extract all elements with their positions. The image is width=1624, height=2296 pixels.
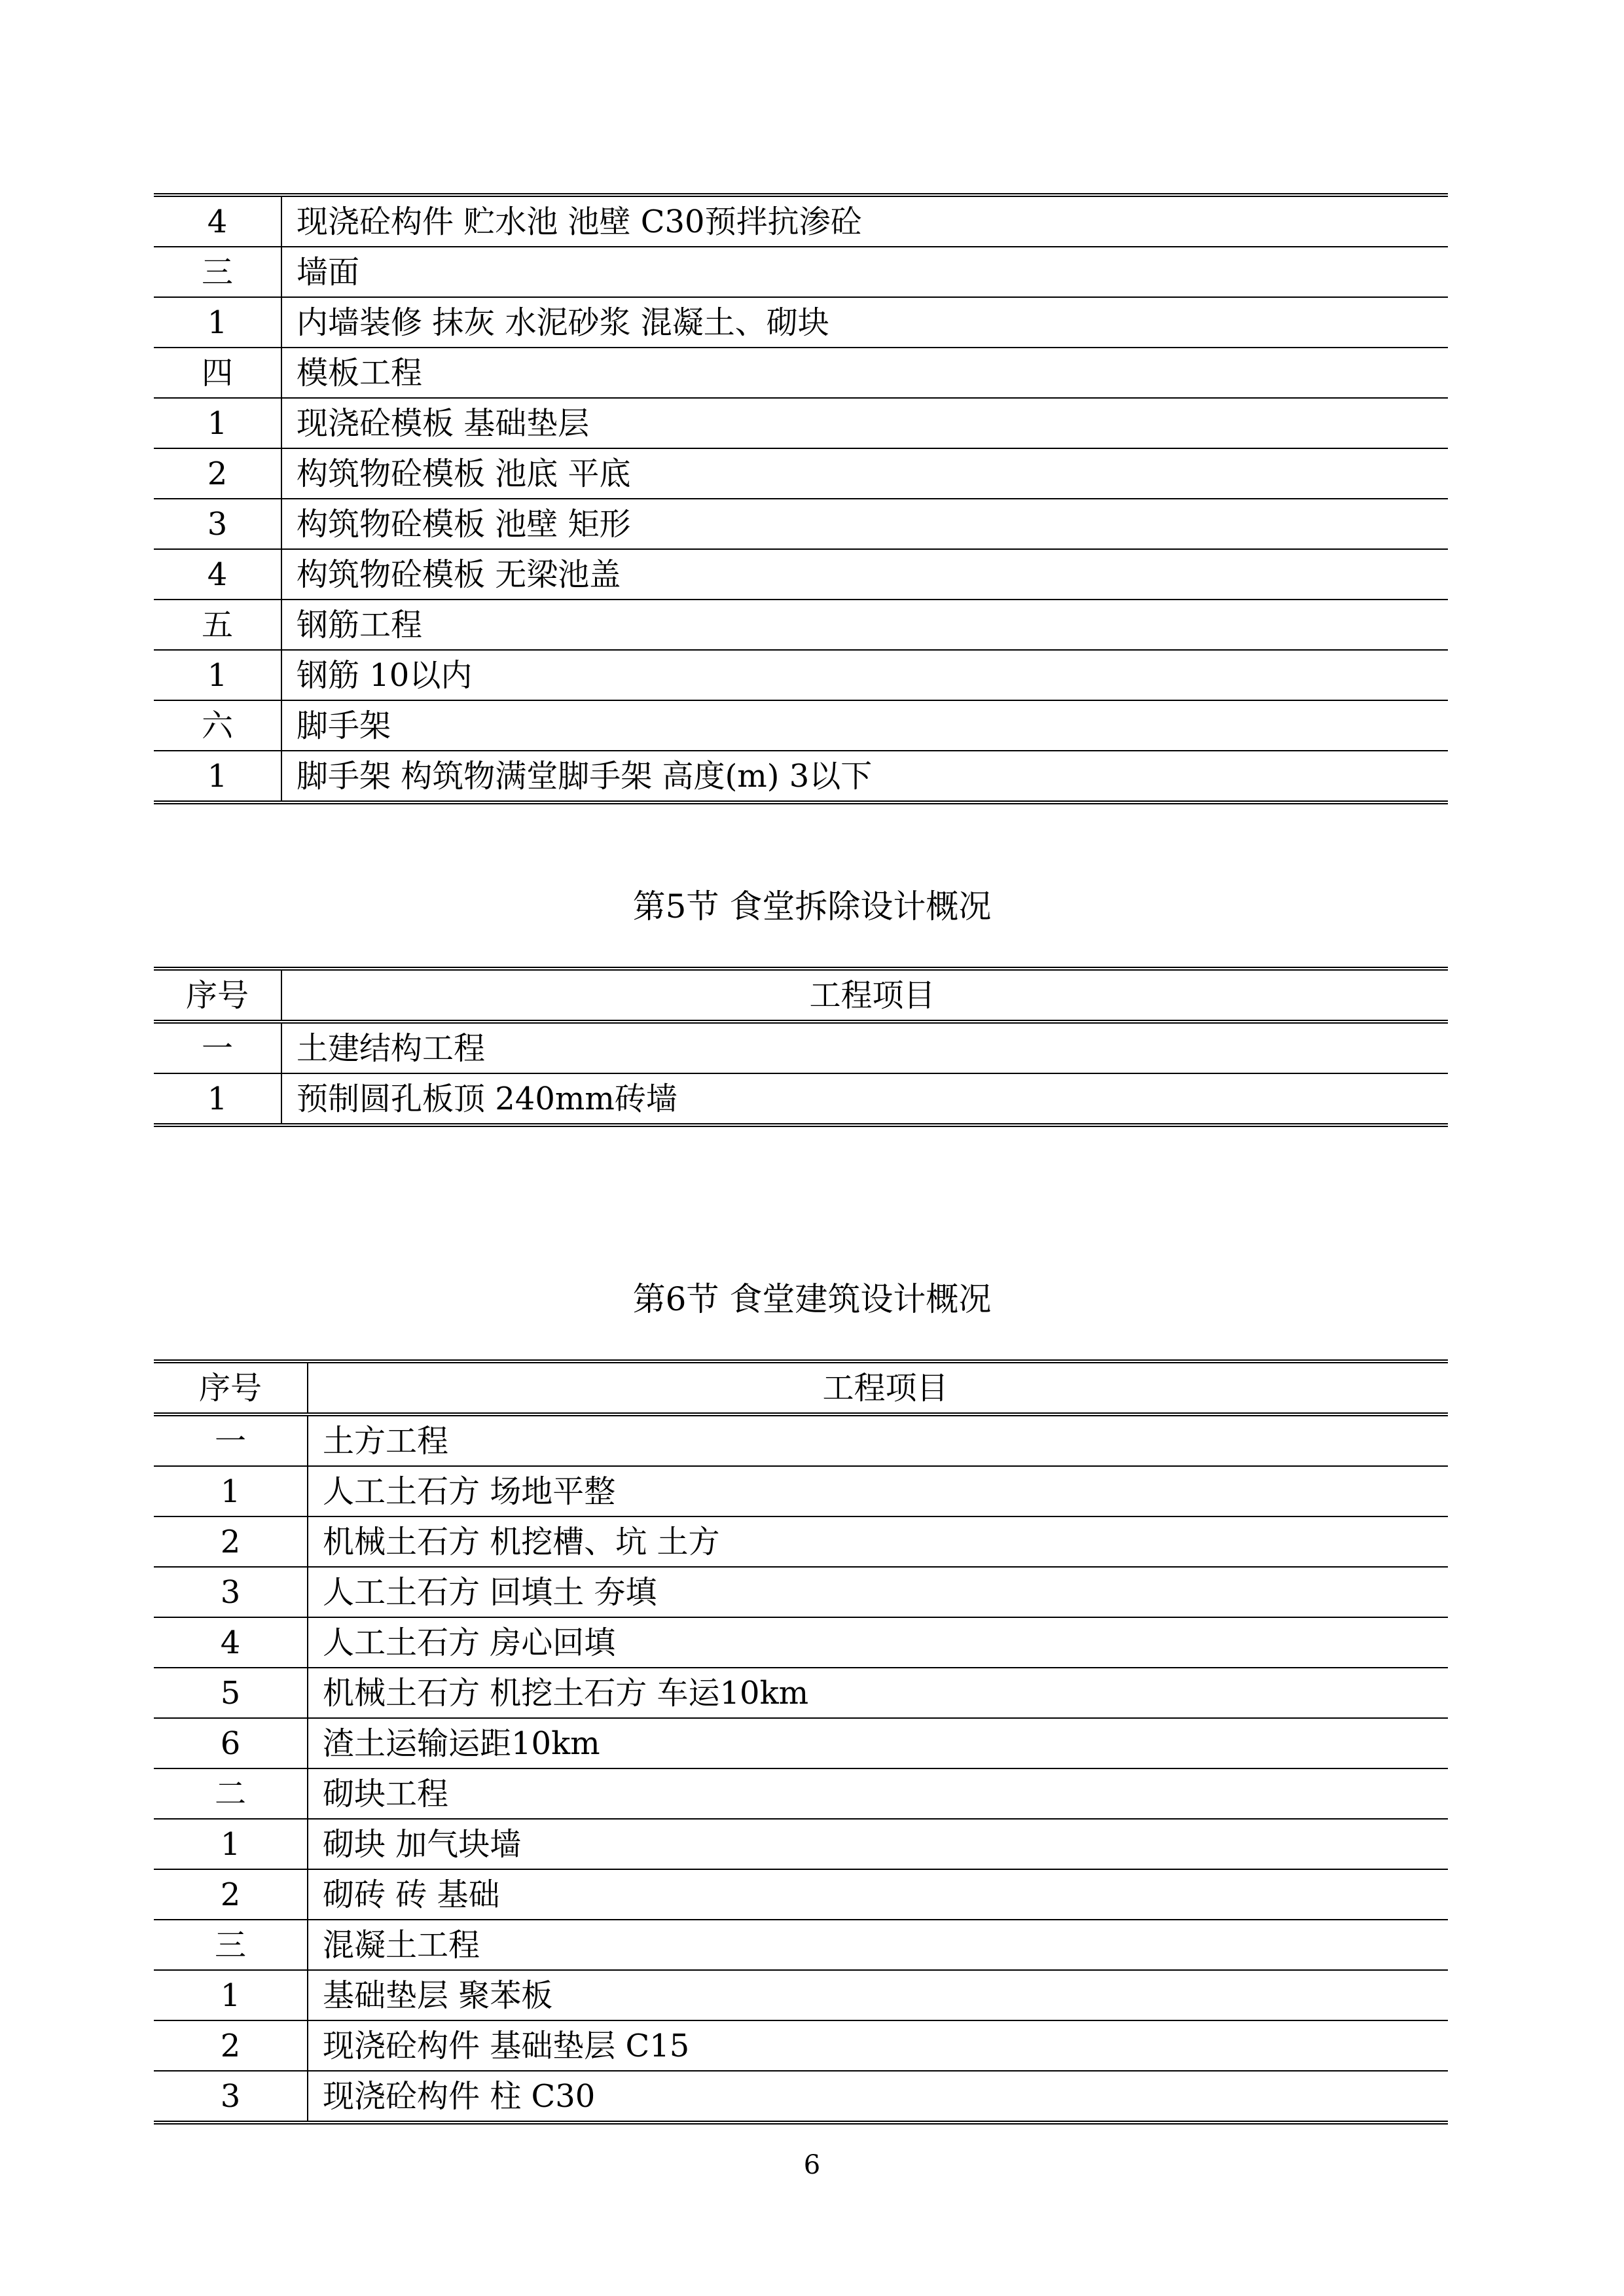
row-project-item: 脚手架 构筑物满堂脚手架 高度(m) 3以下 bbox=[281, 751, 1448, 802]
row-project-item: 人工土石方 场地平整 bbox=[308, 1466, 1448, 1516]
section-5-table-body bbox=[154, 1022, 1448, 1125]
row-project-item: 预制圆孔板顶 240mm砖墙 bbox=[281, 1073, 1448, 1125]
row-project-item: 内墙装修 抹灰 水泥砂浆 混凝土、砌块 bbox=[281, 297, 1448, 348]
header-serial-number: 序号 bbox=[154, 969, 281, 1022]
table-row bbox=[154, 1073, 1448, 1125]
table-row bbox=[154, 1668, 1448, 1718]
table-row bbox=[154, 1869, 1448, 1920]
row-serial-number: 3 bbox=[154, 499, 281, 549]
row-project-item: 渣土运输运距10km bbox=[308, 1718, 1448, 1768]
row-serial-number: 六 bbox=[154, 700, 281, 751]
row-serial-number: 2 bbox=[154, 1516, 308, 1567]
table-row bbox=[154, 1970, 1448, 2020]
row-serial-number: 一 bbox=[154, 1022, 281, 1073]
table-row bbox=[154, 247, 1448, 297]
section-6-title: 第6节 食堂建筑设计概况 bbox=[632, 1280, 992, 1318]
header-project-item: 工程项目 bbox=[308, 1361, 1448, 1414]
table-header-row bbox=[154, 969, 1448, 1022]
row-project-item: 土方工程 bbox=[308, 1414, 1448, 1466]
table-row bbox=[154, 2020, 1448, 2071]
row-project-item: 现浇砼构件 贮水池 池壁 C30预拌抗渗砼 bbox=[281, 195, 1448, 247]
table-row bbox=[154, 549, 1448, 600]
row-serial-number: 二 bbox=[154, 1768, 308, 1819]
row-project-item: 混凝土工程 bbox=[308, 1920, 1448, 1970]
row-serial-number: 3 bbox=[154, 2071, 308, 2123]
table-row bbox=[154, 1920, 1448, 1970]
row-serial-number: 1 bbox=[154, 751, 281, 802]
row-project-item: 钢筋工程 bbox=[281, 600, 1448, 650]
row-project-item: 模板工程 bbox=[281, 348, 1448, 398]
row-serial-number: 3 bbox=[154, 1567, 308, 1617]
row-serial-number: 五 bbox=[154, 600, 281, 650]
table-row bbox=[154, 751, 1448, 802]
row-serial-number: 三 bbox=[154, 247, 281, 297]
row-serial-number: 4 bbox=[154, 549, 281, 600]
row-project-item: 墙面 bbox=[281, 247, 1448, 297]
row-project-item: 砌块工程 bbox=[308, 1768, 1448, 1819]
table-row bbox=[154, 348, 1448, 398]
row-serial-number: 2 bbox=[154, 1869, 308, 1920]
row-serial-number: 1 bbox=[154, 1073, 281, 1125]
row-serial-number: 4 bbox=[154, 195, 281, 247]
row-serial-number: 1 bbox=[154, 650, 281, 700]
row-serial-number: 1 bbox=[154, 1970, 308, 2020]
table-row bbox=[154, 195, 1448, 247]
continued-table-body bbox=[154, 195, 1448, 802]
row-serial-number: 1 bbox=[154, 297, 281, 348]
table-row bbox=[154, 600, 1448, 650]
row-project-item: 现浇砼构件 基础垫层 C15 bbox=[308, 2020, 1448, 2071]
table-row bbox=[154, 1022, 1448, 1073]
row-project-item: 构筑物砼模板 无梁池盖 bbox=[281, 549, 1448, 600]
row-serial-number: 1 bbox=[154, 1466, 308, 1516]
row-serial-number: 2 bbox=[154, 448, 281, 499]
table-row bbox=[154, 1567, 1448, 1617]
row-project-item: 基础垫层 聚苯板 bbox=[308, 1970, 1448, 2020]
table-row bbox=[154, 2071, 1448, 2123]
row-project-item: 机械土石方 机挖槽、坑 土方 bbox=[308, 1516, 1448, 1567]
page-number: 6 bbox=[803, 2150, 821, 2180]
section-6-table bbox=[154, 1359, 1448, 2125]
table-row bbox=[154, 1617, 1448, 1668]
section-6-table-body bbox=[154, 1414, 1448, 2123]
row-project-item: 人工土石方 房心回填 bbox=[308, 1617, 1448, 1668]
row-project-item: 现浇砼模板 基础垫层 bbox=[281, 398, 1448, 448]
row-serial-number: 6 bbox=[154, 1718, 308, 1768]
row-project-item: 构筑物砼模板 池壁 矩形 bbox=[281, 499, 1448, 549]
table-row bbox=[154, 1768, 1448, 1819]
row-serial-number: 4 bbox=[154, 1617, 308, 1668]
table-row bbox=[154, 1414, 1448, 1466]
row-project-item: 机械土石方 机挖土石方 车运10km bbox=[308, 1668, 1448, 1718]
table-row bbox=[154, 398, 1448, 448]
table-row bbox=[154, 700, 1448, 751]
row-project-item: 脚手架 bbox=[281, 700, 1448, 751]
row-project-item: 土建结构工程 bbox=[281, 1022, 1448, 1073]
section-5-table bbox=[154, 967, 1448, 1127]
table-row bbox=[154, 1718, 1448, 1768]
header-project-item: 工程项目 bbox=[281, 969, 1448, 1022]
row-serial-number: 1 bbox=[154, 398, 281, 448]
table-row bbox=[154, 499, 1448, 549]
table-row bbox=[154, 1819, 1448, 1869]
row-project-item: 钢筋 10以内 bbox=[281, 650, 1448, 700]
row-serial-number: 三 bbox=[154, 1920, 308, 1970]
table-header-row bbox=[154, 1361, 1448, 1414]
table-row bbox=[154, 297, 1448, 348]
row-project-item: 构筑物砼模板 池底 平底 bbox=[281, 448, 1448, 499]
section-5-title: 第5节 食堂拆除设计概况 bbox=[632, 888, 992, 925]
row-project-item: 现浇砼构件 柱 C30 bbox=[308, 2071, 1448, 2123]
continued-project-table bbox=[154, 193, 1448, 804]
row-project-item: 砌砖 砖 基础 bbox=[308, 1869, 1448, 1920]
row-serial-number: 四 bbox=[154, 348, 281, 398]
row-project-item: 砌块 加气块墙 bbox=[308, 1819, 1448, 1869]
row-serial-number: 2 bbox=[154, 2020, 308, 2071]
table-row bbox=[154, 1466, 1448, 1516]
row-serial-number: 一 bbox=[154, 1414, 308, 1466]
table-row bbox=[154, 1516, 1448, 1567]
row-serial-number: 5 bbox=[154, 1668, 308, 1718]
row-serial-number: 1 bbox=[154, 1819, 308, 1869]
header-serial-number: 序号 bbox=[154, 1361, 308, 1414]
table-row bbox=[154, 448, 1448, 499]
table-row bbox=[154, 650, 1448, 700]
row-project-item: 人工土石方 回填土 夯填 bbox=[308, 1567, 1448, 1617]
